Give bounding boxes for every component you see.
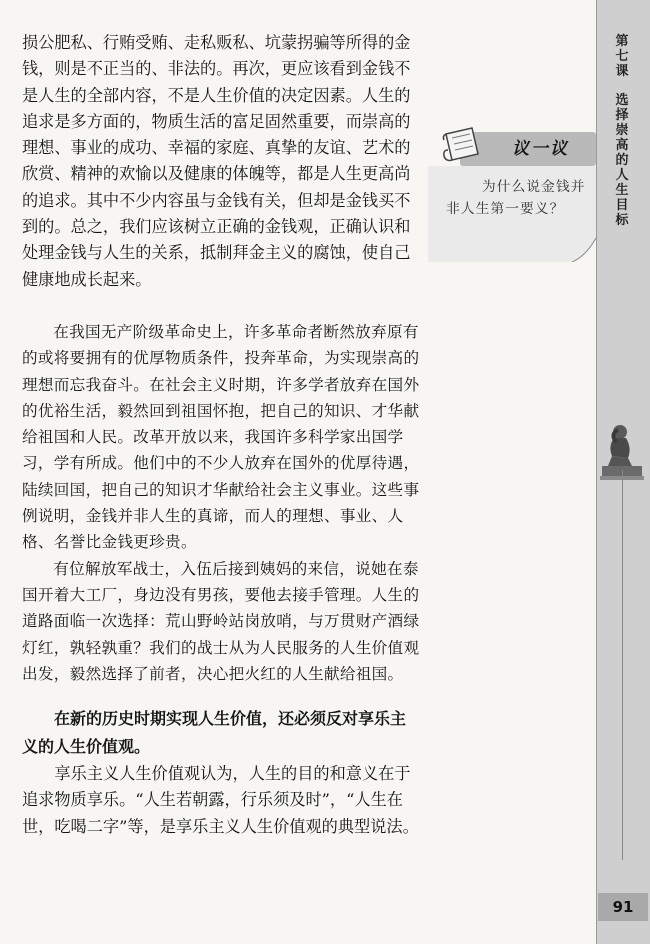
- page-number: 91: [598, 893, 648, 921]
- side-chapter-title: [612, 34, 632, 228]
- story-paragraph: 在我国无产阶级革命史上，许多革命者断然放弃原有的或将要拥有的优厚物质条件，投奔革命，为实现崇高的理想而忘我奋斗。在社会主义时期，许多学者放弃在国外的优裕生活，毅然回到祖国怀抱，把自己的知识、才华献给祖国和人民。改革开放以来，我国许多科学家出国学习，学有所成。他们中的不少人放弃在国外的优厚待遇，陆续回国，把自己的知识才华献给社会主义事业。这些事例说明，金钱并非人生的真谛，而人的理想、事业、人格、名誉比金钱更珍贵。: [22, 322, 420, 552]
- thinker-statue-icon: [598, 420, 648, 482]
- discussion-question: 为什么说金钱并非人生第一要义？: [446, 179, 586, 217]
- discussion-title: 议一议: [512, 139, 569, 159]
- lesson-label: 第七课: [615, 34, 629, 79]
- page-fold-icon: [572, 238, 596, 262]
- scroll-icon: [438, 124, 486, 168]
- main-text-column: [22, 30, 420, 840]
- discussion-box: [428, 124, 596, 262]
- section-heading: 在新的历史时期实现人生价值，还必须反对享乐主义的人生价值观。: [22, 709, 407, 757]
- side-divider-line: [622, 470, 623, 860]
- story-paragraph: 有位解放军战士，入伍后接到姨妈的来信，说她在泰国开着大工厂，身边没有男孩，要他去接手管理。人生的道路面临一次选择：荒山野岭站岗放哨，与万贯财产酒绿灯红，孰轻孰重？我们的战士从为人民服务的人生价值观出发，毅然选择了前者，决心把火红的人生献给祖国。: [22, 559, 420, 683]
- lesson-title: 选择崇高的人生目标: [615, 93, 629, 228]
- body-paragraph: 享乐主义人生价值观认为，人生的目的和意义在于追求物质享乐。“人生若朝露，行乐须及时”，“人生在世，吃喝二字”等，是享乐主义人生价值观的典型说法。: [22, 764, 419, 836]
- body-paragraph: 损公肥私、行贿受贿、走私贩私、坑蒙拐骗等所得的金钱，则是不正当的、非法的。再次，更应该看到金钱不是人生的全部内容，不是人生价值的决定因素。人生的追求是多方面的，物质生活的富足固然重要，而崇高的理想、事业的成功、幸福的家庭、真挚的友谊、艺术的欣赏、精神的欢愉以及健康的体魄等，都是人生更高尚的追求。其中不少内容虽与金钱有关，但却是金钱买不到的。总之，我们应该树立正确的金钱观，正确认识和处理金钱与人生的关系，抵制拜金主义的腐蚀，使自己健康地成长起来。: [22, 33, 411, 289]
- discussion-body: [428, 166, 596, 262]
